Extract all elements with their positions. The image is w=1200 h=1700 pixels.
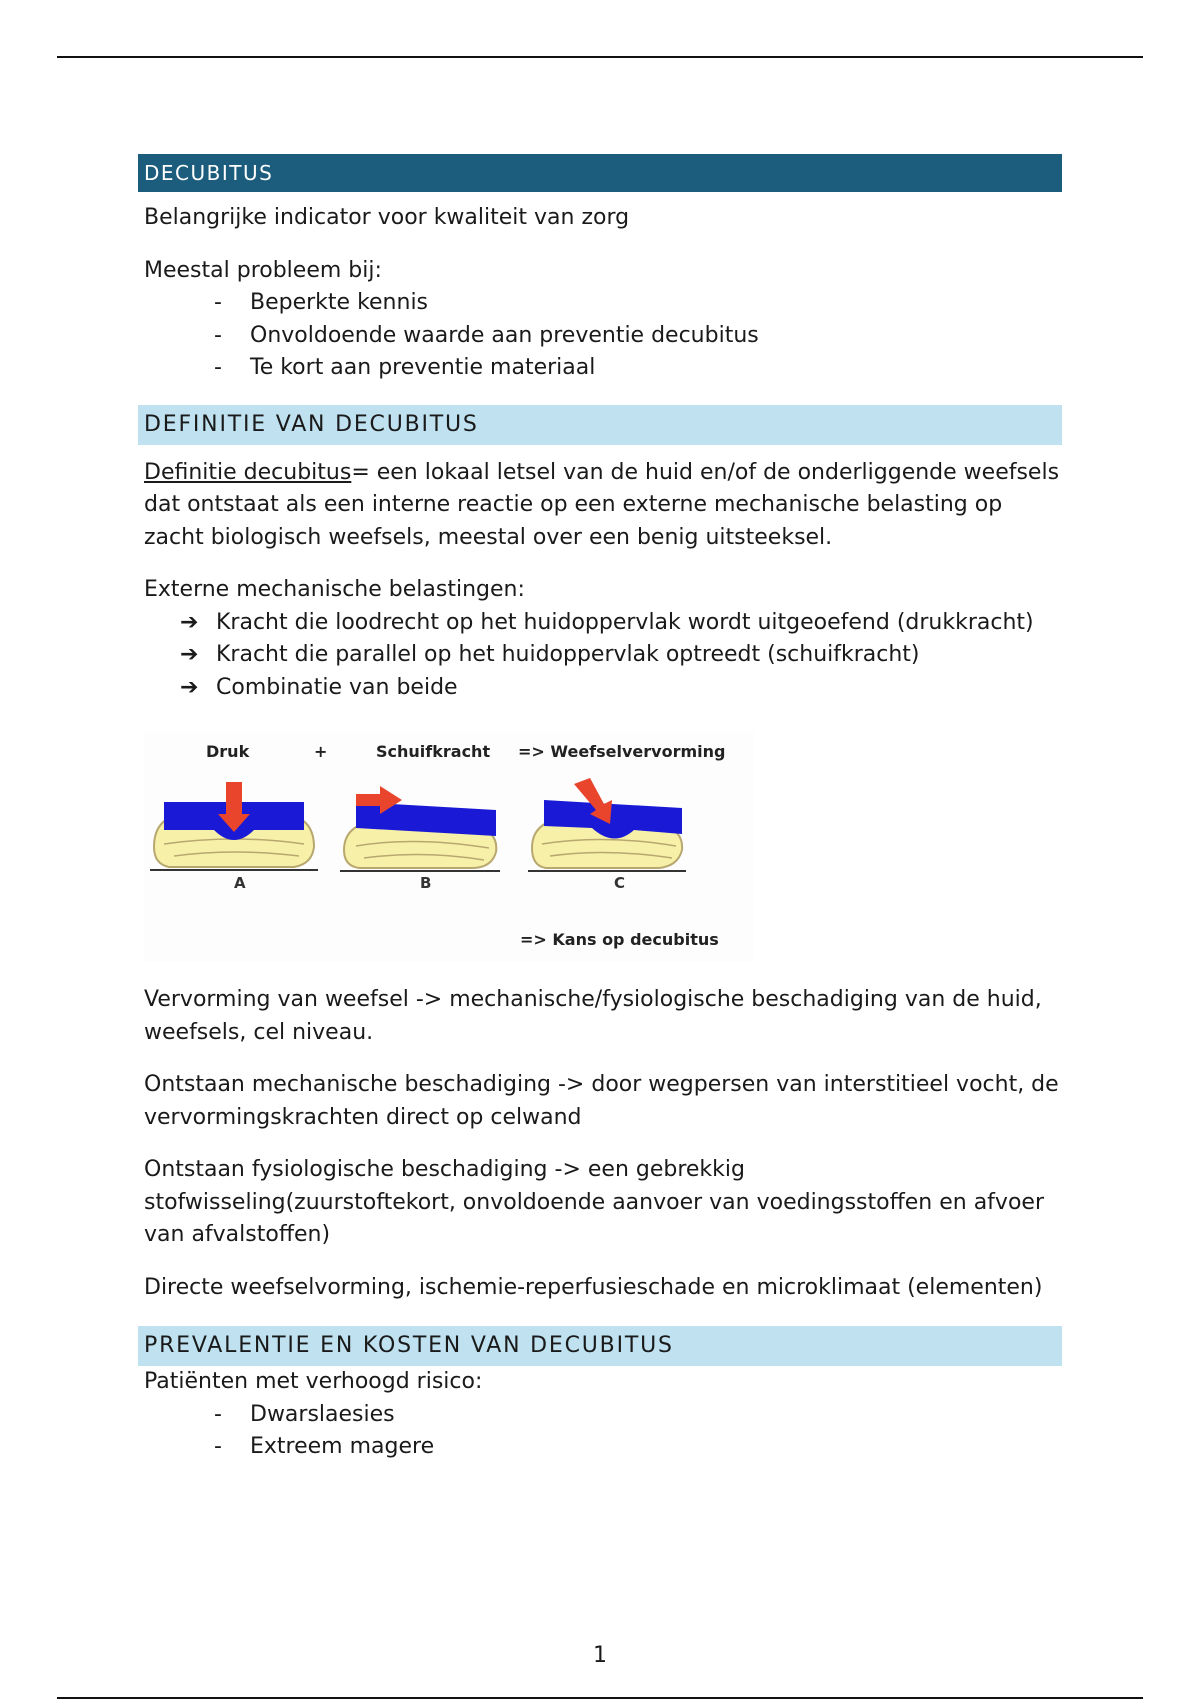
list-item: - Dwarslaesies [214,1401,395,1427]
paragraph: Ontstaan fysiologische beschadiging -> een gebrekkig stofwisseling(zuurstoftekort, onvoldoende aanvoer van voedingsstoffen en afvoer van afvalstoffen) [144,1157,1044,1247]
top-rule [57,56,1143,58]
definition-text: = een lokaal letsel van de huid en/of de onderliggende weefsels dat ontstaat als een interne reactie op een externe mechanische belasting op zacht biologisch weefsels, meestal over een benig uitsteeksel. [144,459,1060,550]
intro-line: Belangrijke indicator voor kwaliteit van zorg [144,205,630,230]
intro-problem-label: Meestal probleem bij: [144,257,382,283]
risk-patients-label: Patiënten met verhoogd risico: [144,1369,483,1394]
figure-label-kans: => Kans op decubitus [520,930,719,949]
pressure-shear-figure [144,732,754,962]
arrow-right-icon: ➔ [180,609,199,635]
list-item: ➔ Kracht die parallel op het huidoppervlak optreedt (schuifkracht) [138,639,1062,672]
figure-letter-b: B [420,874,432,892]
figure-label-weefselvervorming: => Weefselvervorming [518,742,726,761]
arrow-right-icon: ➔ [180,674,199,700]
paragraph: Ontstaan mechanische beschadiging -> door wegpersen van interstitieel vocht, de vervormingskrachten direct op celwand [144,1072,1059,1130]
tissue-deformation-illustration [144,732,754,962]
section-heading-prevalence: PREVALENTIE EN KOSTEN VAN DECUBITUS [138,1326,1062,1366]
list-item: - Beperkte kennis [214,290,429,315]
definition-paragraph [138,457,1062,555]
paragraph: Directe weefselvorming, ischemie-reperfusieschade en microklimaat (elementen) [144,1274,1043,1300]
problem-list [138,287,1062,385]
arrow-right-icon: ➔ [180,642,199,667]
list-item: - Extreem magere [214,1434,435,1459]
page-number: 1 [593,1643,607,1668]
paragraph: Vervorming van weefsel -> mechanische/fysiologische beschadiging van de huid, weefsels, cel niveau. [144,987,1042,1045]
figure-letter-a: A [234,874,246,892]
panel-b-tissue [340,786,500,871]
panel-c-tissue [528,778,686,871]
list-item: ➔ Combinatie van beide [138,672,1062,705]
list-item: ➔ Kracht die loodrecht op het huidoppervlak wordt uitgeoefend (drukkracht) [138,607,1062,640]
page-content [138,154,1062,1464]
definition-term: Definitie decubitus [144,459,352,485]
risk-patients-list [138,1399,1062,1464]
figure-label-druk: Druk [206,742,250,761]
external-loads-list [138,607,1062,705]
figure-label-schuifkracht: Schuifkracht [376,742,491,761]
section-heading-decubitus: DECUBITUS [138,154,1062,192]
section-heading-definition: DEFINITIE VAN DECUBITUS [138,405,1062,445]
bottom-rule [57,1697,1143,1699]
figure-label-plus: + [314,742,328,761]
list-item: - Onvoldoende waarde aan preventie decubitus [214,322,759,348]
external-loads-label: Externe mechanische belastingen: [144,577,525,602]
panel-a-tissue [150,782,318,870]
list-item: - Te kort aan preventie materiaal [214,355,596,380]
figure-letter-c: C [614,874,626,892]
